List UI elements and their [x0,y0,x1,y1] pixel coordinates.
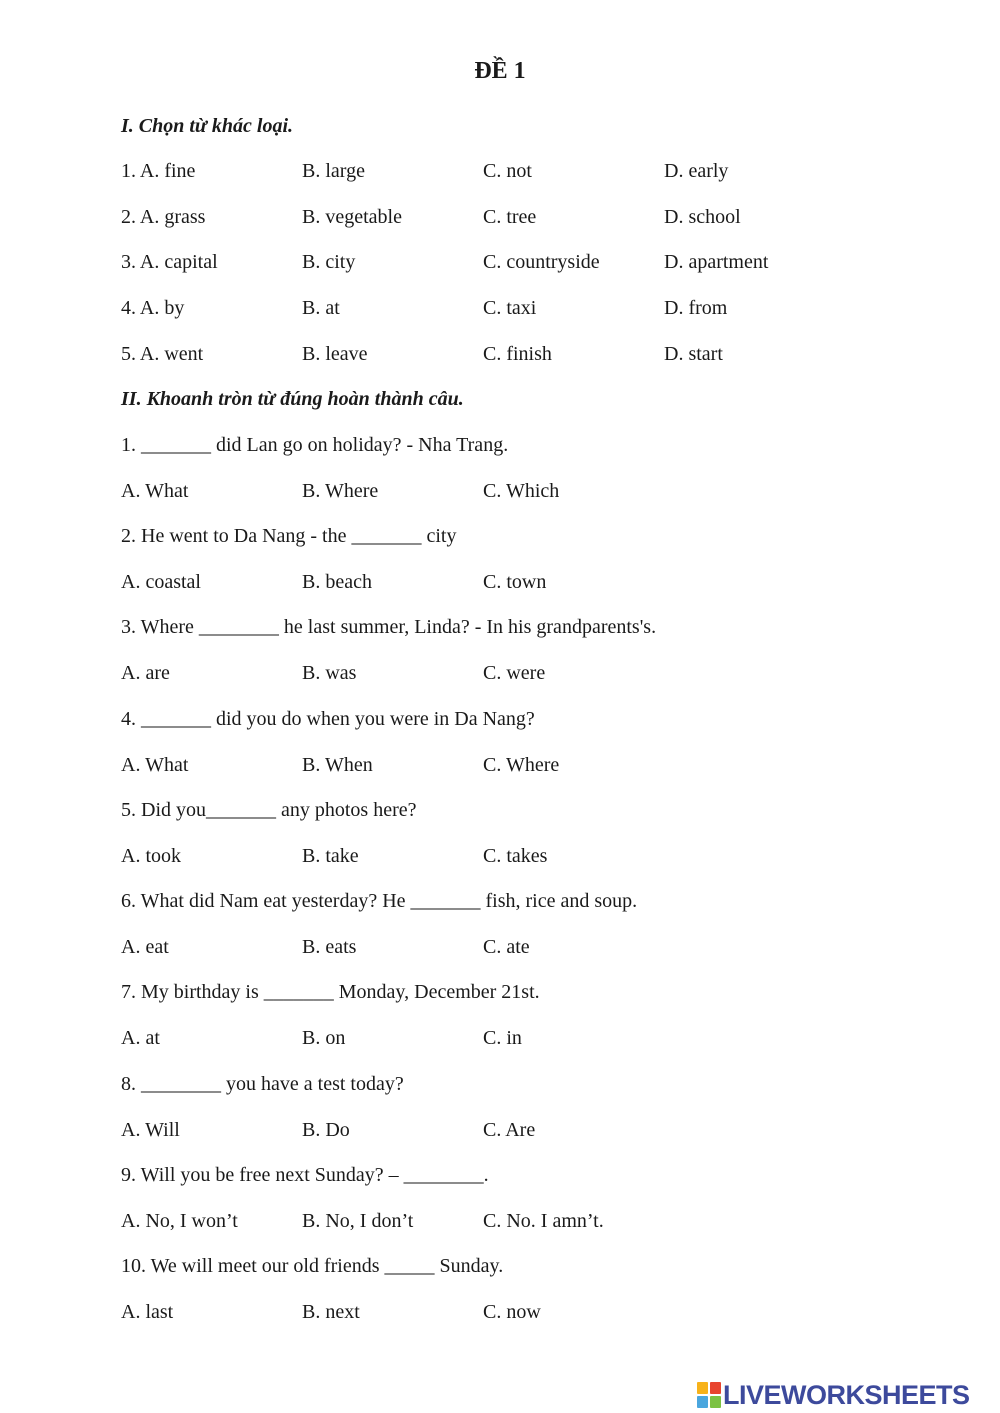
answer-option-c[interactable]: C. Where [483,754,560,776]
answer-option-a[interactable]: A. No, I won’t [121,1210,238,1232]
option-b[interactable]: B. at [302,297,340,319]
option-a[interactable]: 4. A. by [121,297,185,319]
option-b[interactable]: B. vegetable [302,206,402,228]
answer-option-b[interactable]: B. next [302,1301,360,1323]
question-text: 7. My birthday is _______ Monday, December 21st. [121,981,540,1003]
answer-option-b[interactable]: B. on [302,1027,346,1049]
liveworksheets-logo-icon [697,1382,721,1408]
option-a[interactable]: 2. A. grass [121,206,206,228]
answer-option-a[interactable]: A. coastal [121,571,201,593]
option-d[interactable]: D. from [664,297,728,319]
answer-option-c[interactable]: C. town [483,571,547,593]
answer-option-c[interactable]: C. were [483,662,546,684]
answer-option-c[interactable]: C. ate [483,936,530,958]
option-d[interactable]: D. early [664,160,729,182]
answer-option-c[interactable]: C. Which [483,480,560,502]
section2-heading: II. Khoanh tròn từ đúng hoàn thành câu. [121,388,464,410]
answer-option-b[interactable]: B. Where [302,480,379,502]
option-a[interactable]: 5. A. went [121,343,204,365]
answer-option-a[interactable]: A. Will [121,1119,180,1141]
answer-option-a[interactable]: A. eat [121,936,169,958]
option-a[interactable]: 3. A. capital [121,251,218,273]
page-title: ĐỀ 1 [474,58,526,84]
option-d[interactable]: D. school [664,206,741,228]
option-b[interactable]: B. leave [302,343,368,365]
answer-option-b[interactable]: B. beach [302,571,372,593]
question-text: 3. Where ________ he last summer, Linda? - In his grandparents's. [121,616,657,638]
question-text: 10. We will meet our old friends _____ Sunday. [121,1255,504,1277]
option-b[interactable]: B. city [302,251,356,273]
answer-option-b[interactable]: B. take [302,845,359,867]
question-text: 6. What did Nam eat yesterday? He _______ fish, rice and soup. [121,890,638,912]
answer-option-b[interactable]: B. was [302,662,357,684]
question-text: 8. ________ you have a test today? [121,1073,404,1095]
answer-option-a[interactable]: A. are [121,662,170,684]
answer-option-b[interactable]: B. Do [302,1119,350,1141]
logo-text: LIVEWORKSHEETS [723,1380,970,1410]
answer-option-c[interactable]: C. takes [483,845,548,867]
answer-option-c[interactable]: C. in [483,1027,522,1049]
option-d[interactable]: D. start [664,343,723,365]
answer-option-a[interactable]: A. last [121,1301,174,1323]
answer-option-a[interactable]: A. at [121,1027,160,1049]
option-c[interactable]: C. taxi [483,297,537,319]
question-text: 4. _______ did you do when you were in Da Nang? [121,708,535,730]
section1-heading: I. Chọn từ khác loại. [121,115,294,137]
answer-option-a[interactable]: A. What [121,480,189,502]
answer-option-b[interactable]: B. When [302,754,373,776]
question-text: 5. Did you_______ any photos here? [121,799,417,821]
question-text: 2. He went to Da Nang - the _______ city [121,525,457,547]
option-d[interactable]: D. apartment [664,251,769,273]
question-text: 1. _______ did Lan go on holiday? - Nha Trang. [121,434,509,456]
answer-option-a[interactable]: A. What [121,754,189,776]
question-text: 9. Will you be free next Sunday? – ________. [121,1164,489,1186]
answer-option-c[interactable]: C. Are [483,1119,536,1141]
option-c[interactable]: C. finish [483,343,552,365]
answer-option-c[interactable]: C. now [483,1301,541,1323]
answer-option-c[interactable]: C. No. I amn’t. [483,1210,604,1232]
liveworksheets-logo [697,1378,970,1412]
option-a[interactable]: 1. A. fine [121,160,196,182]
answer-option-a[interactable]: A. took [121,845,181,867]
answer-option-b[interactable]: B. eats [302,936,357,958]
option-c[interactable]: C. tree [483,206,537,228]
option-c[interactable]: C. not [483,160,532,182]
answer-option-b[interactable]: B. No, I don’t [302,1210,414,1232]
option-c[interactable]: C. countryside [483,251,600,273]
option-b[interactable]: B. large [302,160,365,182]
